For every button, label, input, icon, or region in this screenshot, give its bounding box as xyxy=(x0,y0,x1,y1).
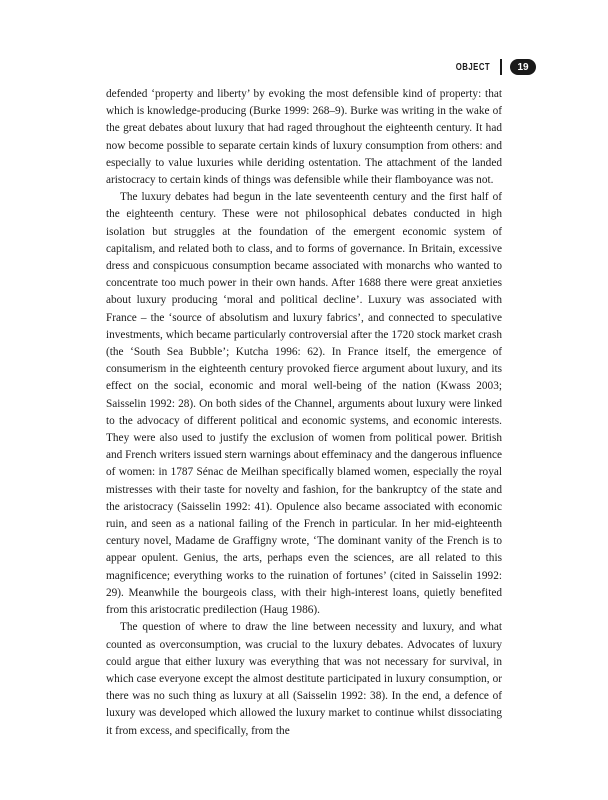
running-head xyxy=(446,57,536,77)
paragraph-necessity-luxury: The question of where to draw the line between necessity and luxury, and what counted as overconsumption, was crucial to the luxury debates. Advocates of luxury could argue that either luxury was everything that was not necessary for survival, in which case everyone except the almost destitute participated in luxury consumption, or there was no such thing as luxury at all (Saisselin 1992: 38). In the end, a defence of luxury was developed which allowed the luxury market to continue whilst dissociating it from excess, and specifically, from the xyxy=(106,621,502,737)
paragraph-luxury-debates: The luxury debates had begun in the late seventeenth century and the first half of the eighteenth century. These were not philosophical debates conducted in high isolation but struggles at the foundation of the emergent economic system of capitalism, and related both to class, and to forms of governance. In Britain, excessive dress and conspicuous consumption became associated with monarchs who wanted to concentrate too much power in their own hands. After 1688 there were great anxieties about luxury producing ‘moral and political decline’. Luxury was associated with France – the ‘source of absolutism and luxury fabrics’, and connected to speculative investments, which became particularly controversial after the 1720 stock market crash (the ‘South Sea Bubble’; Kutcha 1996: 62). In France itself, the emergence of consumerism in the eighteenth century provoked fierce argument about luxury, and its effect on the social, economic and moral well-being of the nation (Kwass 2003; Saisselin 1992: 28). On both sides of the Channel, arguments about luxury were linked to the advocacy of different political and economic systems, and economic interests. They were also used to justify the exclusion of women from political power. British and French writers issued stern warnings about effeminacy and the dangerous influence of women: in 1787 Sénac de Meilhan specifically blamed women, especially the royal mistresses with their taste for novelty and fashion, for the bankruptcy of the state and the aristocracy (Saisselin 1992: 41). Opulence also became associated with economic ruin, and seen as a national failing of the French in particular. In her mid-eighteenth century novel, Madame de Graffigny wrote, ‘The dominant vanity of the French is to appear opulent. Genius, the arts, perhaps even the sciences, are all related to this magnificence; everything works to the ruination of fortunes’ (cited in Saisselin 1992: 29). Meanwhile the bourgeois class, with their high-interest loans, quietly benefited from this aristocratic predilection (Haug 1986). xyxy=(106,191,502,617)
header-divider xyxy=(500,59,502,75)
page-number: 19 xyxy=(510,59,536,75)
body-text xyxy=(106,86,502,740)
paragraph-continued: defended ‘property and liberty’ by evoking the most defensible kind of property: that which is knowledge-producing (Burke 1999: 268–9). Burke was writing in the wake of the great debates about luxury that had raged throughout the eighteenth century. It had now become possible to separate certain kinds of luxury consumption from others: and especially to value luxuries while deriding ostentation. The attachment of the landed aristocracy to certain kinds of things was defensible while their flamboyance was not. xyxy=(106,88,502,187)
section-label: OBJECT xyxy=(455,61,490,73)
